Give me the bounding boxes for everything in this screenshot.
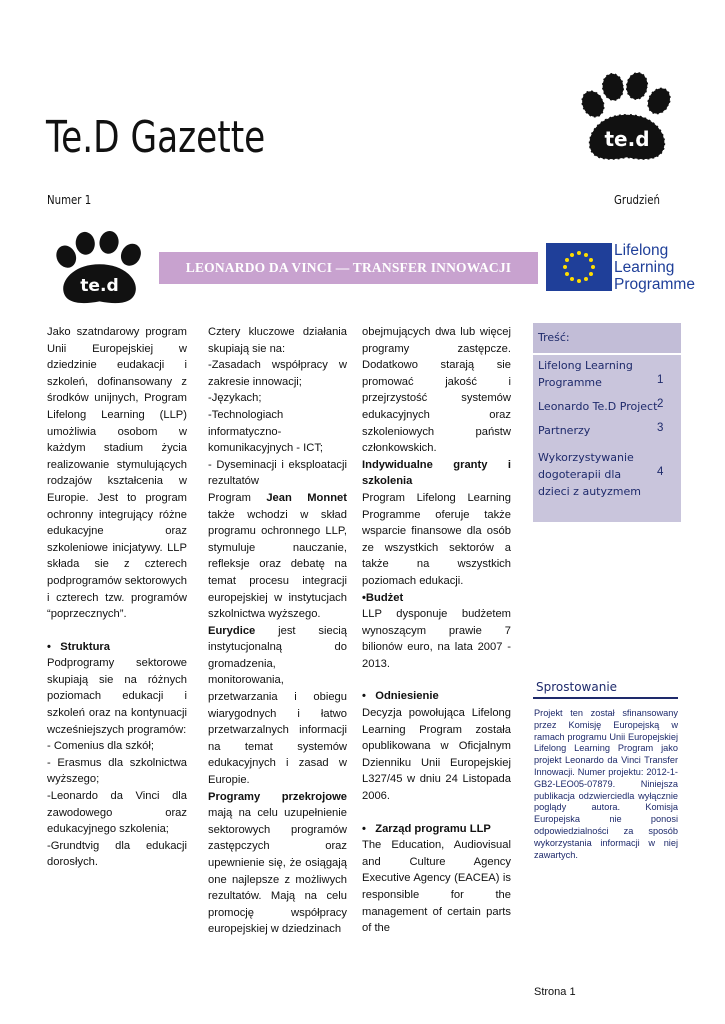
column-2	[208, 324, 347, 938]
budget-heading: •Budżet	[362, 591, 404, 604]
toc-entry-label[interactable]: Wykorzystywanie dogoterapii dla dzieci z autyzmem	[538, 451, 641, 498]
action-item: -Językach;	[208, 392, 262, 405]
reference-heading: • Odniesienie	[362, 690, 439, 703]
program-item: - Comenius dla szkół;	[47, 740, 154, 753]
toc-entry-page: 2	[657, 398, 664, 410]
column-3	[362, 324, 511, 937]
jean-monnet-pre: Program	[208, 491, 267, 504]
page-number: Strona 1	[534, 986, 576, 998]
eurydice-text: jest siecią instytucjonalną do gromadzenia, monitorowania, przetwarzania i obiegu wiarygodnych i łatwo przetwarzalnych informacji na temat systemów edukacyjnych i zasad w Europie.	[208, 624, 347, 787]
management-heading-text: Zarząd programu LLP	[375, 822, 491, 835]
toc-entry-label[interactable]: Partnerzy	[538, 424, 591, 437]
program-item: - Erasmus dla szkolnictwa wyższego;	[47, 756, 187, 786]
issue-number: Numer 1	[47, 193, 92, 207]
action-item: -Zasadach współpracy w zakresie innowacji;	[208, 359, 347, 388]
intro-paragraph: Jako szatndarowy program Unii Europejskiej w dziedzinie eudakacji i szkoleń, dofinansowany z środków unijnych, Program Lifelong Learning (LLP) umożliwia osobom w każdym stadium życia realizowanie stymulujących rodzajów kształcenia w Europie. Jest to program ochronny integrujący różne edukacyjne oraz szkoleniowe inicjatywy. LLP składa sie z czterech podprogramów sektorowych i czterech tzw. programów “poprzecznych”.	[47, 326, 187, 621]
section-banner: LEONARDO DA VINCI — TRANSFER INNOWACJI	[159, 252, 538, 284]
reference-paragraph: Decyzja powołująca Lifelong Learning Program została opublikowana w Oficjalnym Dzienniku Unii Europejskiej L327/45 w dniu 24 Listopada 2006.	[362, 707, 511, 803]
toc-entry-label[interactable]: Lifelong Learning Programme	[538, 359, 633, 389]
toc-entry-label[interactable]: Leonardo Te.D Project	[538, 400, 658, 413]
reference-heading-text: Odniesienie	[375, 690, 439, 703]
program-item: -Leonardo da Vinci dla zawodowego oraz edukacyjnego szkolenia;	[47, 790, 187, 836]
actions-intro: Cztery kluczowe działania skupiają sie na:	[208, 326, 347, 355]
ted-paw-logo-left	[50, 230, 150, 308]
transversal-text: mają na celu uzupełnienie sektorowych programów zastępczych oraz upewnienie się, że osiągają one najlepsze z możliwych rezultatów. Mają na celu promocję współpracy europejskiej w dziedzinach	[208, 807, 347, 936]
eurydice-name: Eurydice	[208, 624, 256, 637]
column-1	[47, 324, 187, 871]
transversal-name: Programy przekrojowe	[208, 790, 347, 803]
llp-line-2: Learning	[614, 259, 675, 276]
eu-flag-icon	[546, 243, 612, 291]
toc-entry-page: 4	[657, 466, 664, 478]
eurydice-paragraph	[208, 623, 347, 789]
logo-text: te.d	[80, 275, 119, 296]
grants-paragraph: Program Lifelong Learning Programme oferuje także wsparcie finansowe dla osób ze wszystkich sektorów a także na wszystkich poziomach edukacji.	[362, 491, 511, 587]
jean-monnet-paragraph	[208, 490, 347, 623]
llp-logo-text	[614, 242, 695, 293]
continuation-paragraph: obejmujących dwa lub więcej programy zastępcze. Dodatkowo starają sie promować jakość i przejrzystość systemów edukacyjnych oraz szkoleniowych państw członkowskich.	[362, 326, 511, 455]
toc-entry-page: 1	[657, 374, 664, 386]
toc-divider	[533, 353, 681, 355]
jean-monnet-text: także wchodzi w skład programu ochronnego LLP, stymuluje nauczanie, refleksje oraz debatę na temat procesu integracji europejskiej w instytucjach szkolnictwa wyższego.	[208, 508, 347, 621]
llp-line-3: Programme	[614, 276, 695, 293]
toc-title: Treść:	[538, 331, 570, 344]
action-item: - Dyseminacji i eksploatacji rezultatów	[208, 458, 347, 488]
ted-paw-logo-top	[575, 70, 680, 168]
management-heading: • Zarząd programu LLP	[362, 822, 491, 835]
program-item: -Grundtvig dla edukacji dorosłych.	[47, 839, 187, 869]
transversal-paragraph	[208, 789, 347, 938]
budget-paragraph: LLP dysponuje budżetem wynoszącym prawie 7 bilionów euro, na lata 2007 - 2013.	[362, 608, 511, 670]
gazette-title: Te.D Gazette	[46, 112, 266, 163]
structure-paragraph: Podprogramy sektorowe skupiają sie na różnych poziomach edukacji i szkoleń oraz na kontynuacji wcześniejszych programów:	[47, 657, 187, 736]
structure-heading-text: Struktura	[60, 640, 110, 653]
toc-entry-page: 3	[657, 422, 664, 434]
management-paragraph: The Education, Audiovisual and Culture Agency Executive Agency (EACEA) is responsible for the management of certain parts of the	[362, 839, 511, 935]
erratum-text: Projekt ten został sfinansowany przez Komisję Europejską w ramach programu Unii Europejskiej Lifelong Learning Program jako projekt Leonardo da Vinci Transfer Innowacji. Numer projektu: 2012-1-GB2-LEO05-07879. Niniejsza publikacja odzwierciedla wyłącznie poglądy autora. Komisja Europejska nie ponosi odpowiedzialności za sposób wykorzystania informacji w niej zawartych.	[534, 708, 678, 860]
erratum-title: Sprostowanie	[536, 680, 618, 694]
logo-text: te.d	[604, 127, 650, 151]
action-item: -Technologiach informatyczno-komunikacyjnych - ICT;	[208, 408, 324, 455]
grants-heading: Indywidualne granty i szkolenia	[362, 458, 511, 488]
jean-monnet-name: Jean Monnet	[266, 491, 347, 504]
issue-month: Grudzień	[614, 193, 660, 207]
llp-line-1: Lifelong	[614, 242, 669, 259]
structure-heading: • Struktura	[47, 640, 110, 653]
erratum-divider	[533, 697, 678, 699]
